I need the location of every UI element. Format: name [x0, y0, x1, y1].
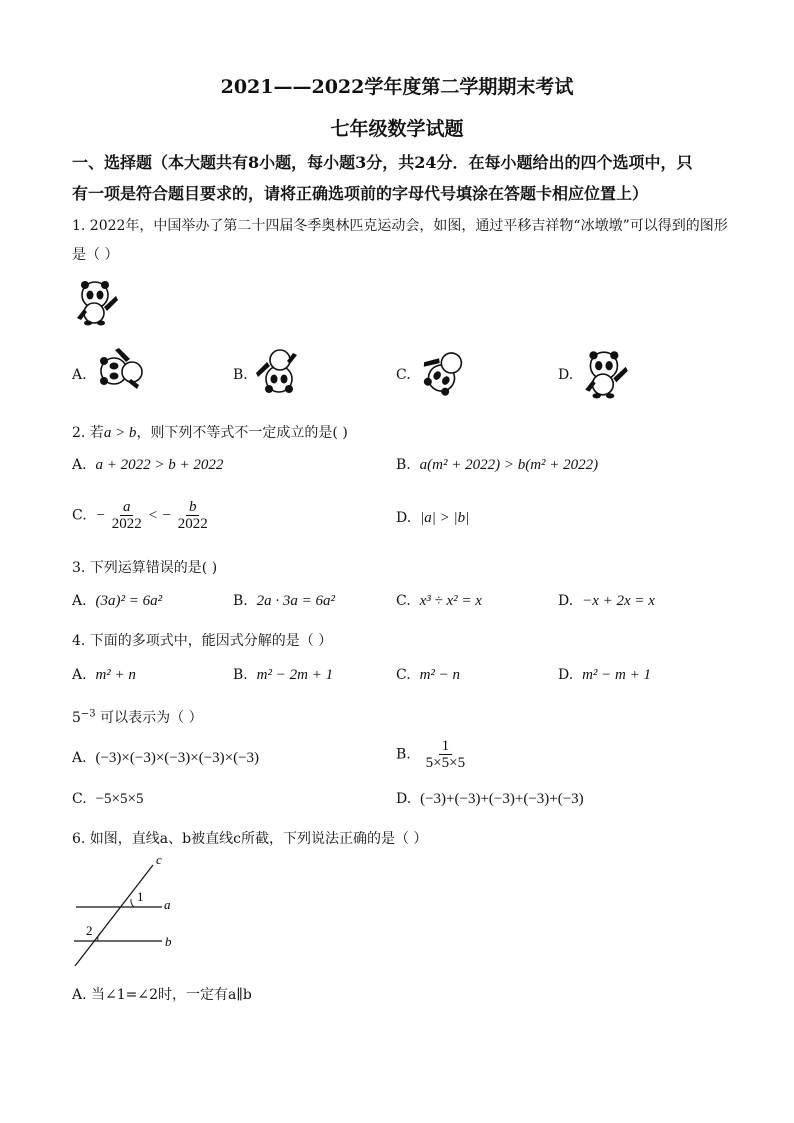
q3-option-b-label: B. [233, 593, 248, 609]
q4-option-a-label: A. [72, 667, 87, 683]
q2-option-d-label: D. [396, 510, 412, 526]
q5-option-c-expr: −5×5×5 [95, 791, 144, 807]
q2-option-b[interactable] [396, 457, 598, 474]
q6-option-a-label: A. [72, 987, 87, 1003]
section-instructions-line2: 有一项是符合题目要求的，请将正确选项前的字母代号填涂在答题卡相应位置上） [72, 184, 649, 203]
q5-option-b[interactable] [396, 738, 471, 771]
q4-option-b[interactable] [233, 667, 333, 684]
parallel-lines-figure [70, 852, 190, 972]
q5-exponent: −3 [80, 708, 96, 720]
q5-stem-suffix: 可以表示为（ ） [95, 710, 203, 726]
q2-option-b-label: B. [396, 457, 411, 473]
q3-option-b[interactable] [233, 593, 335, 610]
angle-1-label: 1 [137, 889, 144, 904]
fraction-denominator: 5×5×5 [425, 755, 466, 771]
q5-option-a-expr: (−3)×(−3)×(−3)×(−3)×(−3) [95, 750, 260, 766]
q1-option-b-label[interactable]: B. [233, 367, 248, 383]
panda-rotated-option-c-icon [414, 345, 476, 399]
line-c [75, 865, 153, 966]
panda-mascot-reference-icon [72, 276, 122, 326]
q2-option-d-expr: |a| > |b| [420, 510, 470, 526]
q4-option-d-expr: m² − m + 1 [582, 667, 651, 683]
q2-option-a-label: A. [72, 457, 87, 473]
q3-option-c[interactable] [396, 593, 482, 610]
q3-option-c-label: C. [396, 593, 411, 609]
q3-option-d-expr: −x + 2x = x [582, 593, 655, 609]
q4-option-d-label: D. [558, 667, 574, 683]
q5-option-b-fraction [423, 738, 468, 771]
q4-option-b-expr: m² − 2m + 1 [256, 667, 334, 683]
q5-option-d-expr: (−3)+(−3)+(−3)+(−3)+(−3) [420, 791, 584, 807]
fraction-numerator: 1 [439, 738, 453, 755]
q1-stem-line2: 是（ ） [72, 247, 119, 263]
section-instructions-line1: 一、选择题（本大题共有8小题，每小题3分，共24分．在每小题给出的四个选项中，只 [72, 153, 693, 172]
q4-option-c-label: C. [396, 667, 411, 683]
q5-option-d[interactable] [396, 791, 584, 808]
q1-option-d-label[interactable]: D. [558, 367, 574, 383]
q3-option-a-label: A. [72, 593, 87, 609]
q2-option-d[interactable] [396, 510, 469, 527]
label-c: c [156, 852, 162, 867]
q4-stem: 4. 下面的多项式中，能因式分解的是（ ） [72, 633, 333, 649]
q3-stem: 3. 下列运算错误的是( ) [72, 560, 218, 576]
q2-stem-suffix: ，则下列不等式不一定成立的是( ) [136, 425, 348, 441]
q1-option-c-label[interactable]: C. [396, 367, 411, 383]
panda-rotated-option-a-icon [90, 345, 152, 397]
label-b: b [165, 934, 172, 949]
q6-stem: 6. 如图，直线a、b被直线c所截，下列说法正确的是（ ） [72, 831, 428, 847]
exam-subtitle: 七年级数学试题 [330, 118, 464, 140]
q2-option-c-relation: < − [147, 507, 172, 524]
q5-option-b-label: B. [396, 746, 411, 763]
q2-stem-prefix: 2. 若 [72, 425, 104, 441]
q2-option-c-label: C. [72, 507, 87, 524]
exam-title: 2021——2022学年度第二学期期末考试 [220, 76, 574, 98]
q5-option-a[interactable] [72, 750, 259, 767]
q5-option-a-label: A. [72, 750, 87, 766]
q2-stem [72, 422, 348, 442]
label-a: a [164, 897, 171, 912]
q4-option-a[interactable] [72, 667, 136, 684]
q1-option-a-label[interactable]: A. [72, 367, 87, 383]
fraction-denominator: 2022 [177, 516, 208, 532]
q4-option-d[interactable] [558, 667, 651, 684]
q4-option-b-label: B. [233, 667, 248, 683]
q6-option-a-text: 当∠1=∠2时，一定有a∥b [91, 987, 252, 1003]
fraction-numerator: b [186, 499, 200, 516]
q2-option-a-expr: a + 2022 > b + 2022 [95, 457, 224, 473]
q3-option-a-expr: (3a)² = 6a² [95, 593, 163, 609]
q4-option-c[interactable] [396, 667, 460, 684]
q5-option-c[interactable] [72, 791, 143, 808]
fraction-numerator: a [120, 499, 134, 516]
q5-stem [72, 707, 203, 727]
angle-1-arc [131, 899, 134, 907]
q4-option-c-expr: m² − n [419, 667, 461, 683]
q3-option-d[interactable] [558, 593, 655, 610]
q2-option-a[interactable] [72, 457, 223, 474]
q2-option-b-expr: a(m² + 2022) > b(m² + 2022) [419, 457, 599, 473]
q5-option-c-label: C. [72, 791, 87, 807]
q3-option-d-label: D. [558, 593, 574, 609]
q3-option-c-expr: x³ ÷ x² = x [419, 593, 482, 609]
q2-option-c[interactable] [72, 499, 214, 532]
q2-option-c-fraction-1 [109, 499, 145, 532]
q2-option-c-fraction-2 [175, 499, 211, 532]
panda-upside-down-option-b-icon [254, 343, 304, 399]
q2-condition: a > b [103, 425, 137, 441]
angle-2-label: 2 [86, 923, 93, 938]
q5-option-d-label: D. [396, 791, 412, 807]
fraction-denominator: 2022 [111, 516, 142, 532]
q3-option-a[interactable] [72, 593, 162, 610]
q4-option-a-expr: m² + n [95, 667, 136, 683]
q6-option-a[interactable] [72, 984, 252, 1004]
q2-option-c-minus: − [95, 507, 106, 524]
panda-translated-option-d-icon [580, 346, 632, 400]
q5-base: 5 [72, 710, 81, 726]
q1-stem-line1: 1. 2022年，中国举办了第二十四届冬季奥林匹克运动会，如图，通过平移吉祥物“冰墩墩”可以得到的图形 [72, 218, 728, 234]
q3-option-b-expr: 2a · 3a = 6a² [256, 593, 336, 609]
